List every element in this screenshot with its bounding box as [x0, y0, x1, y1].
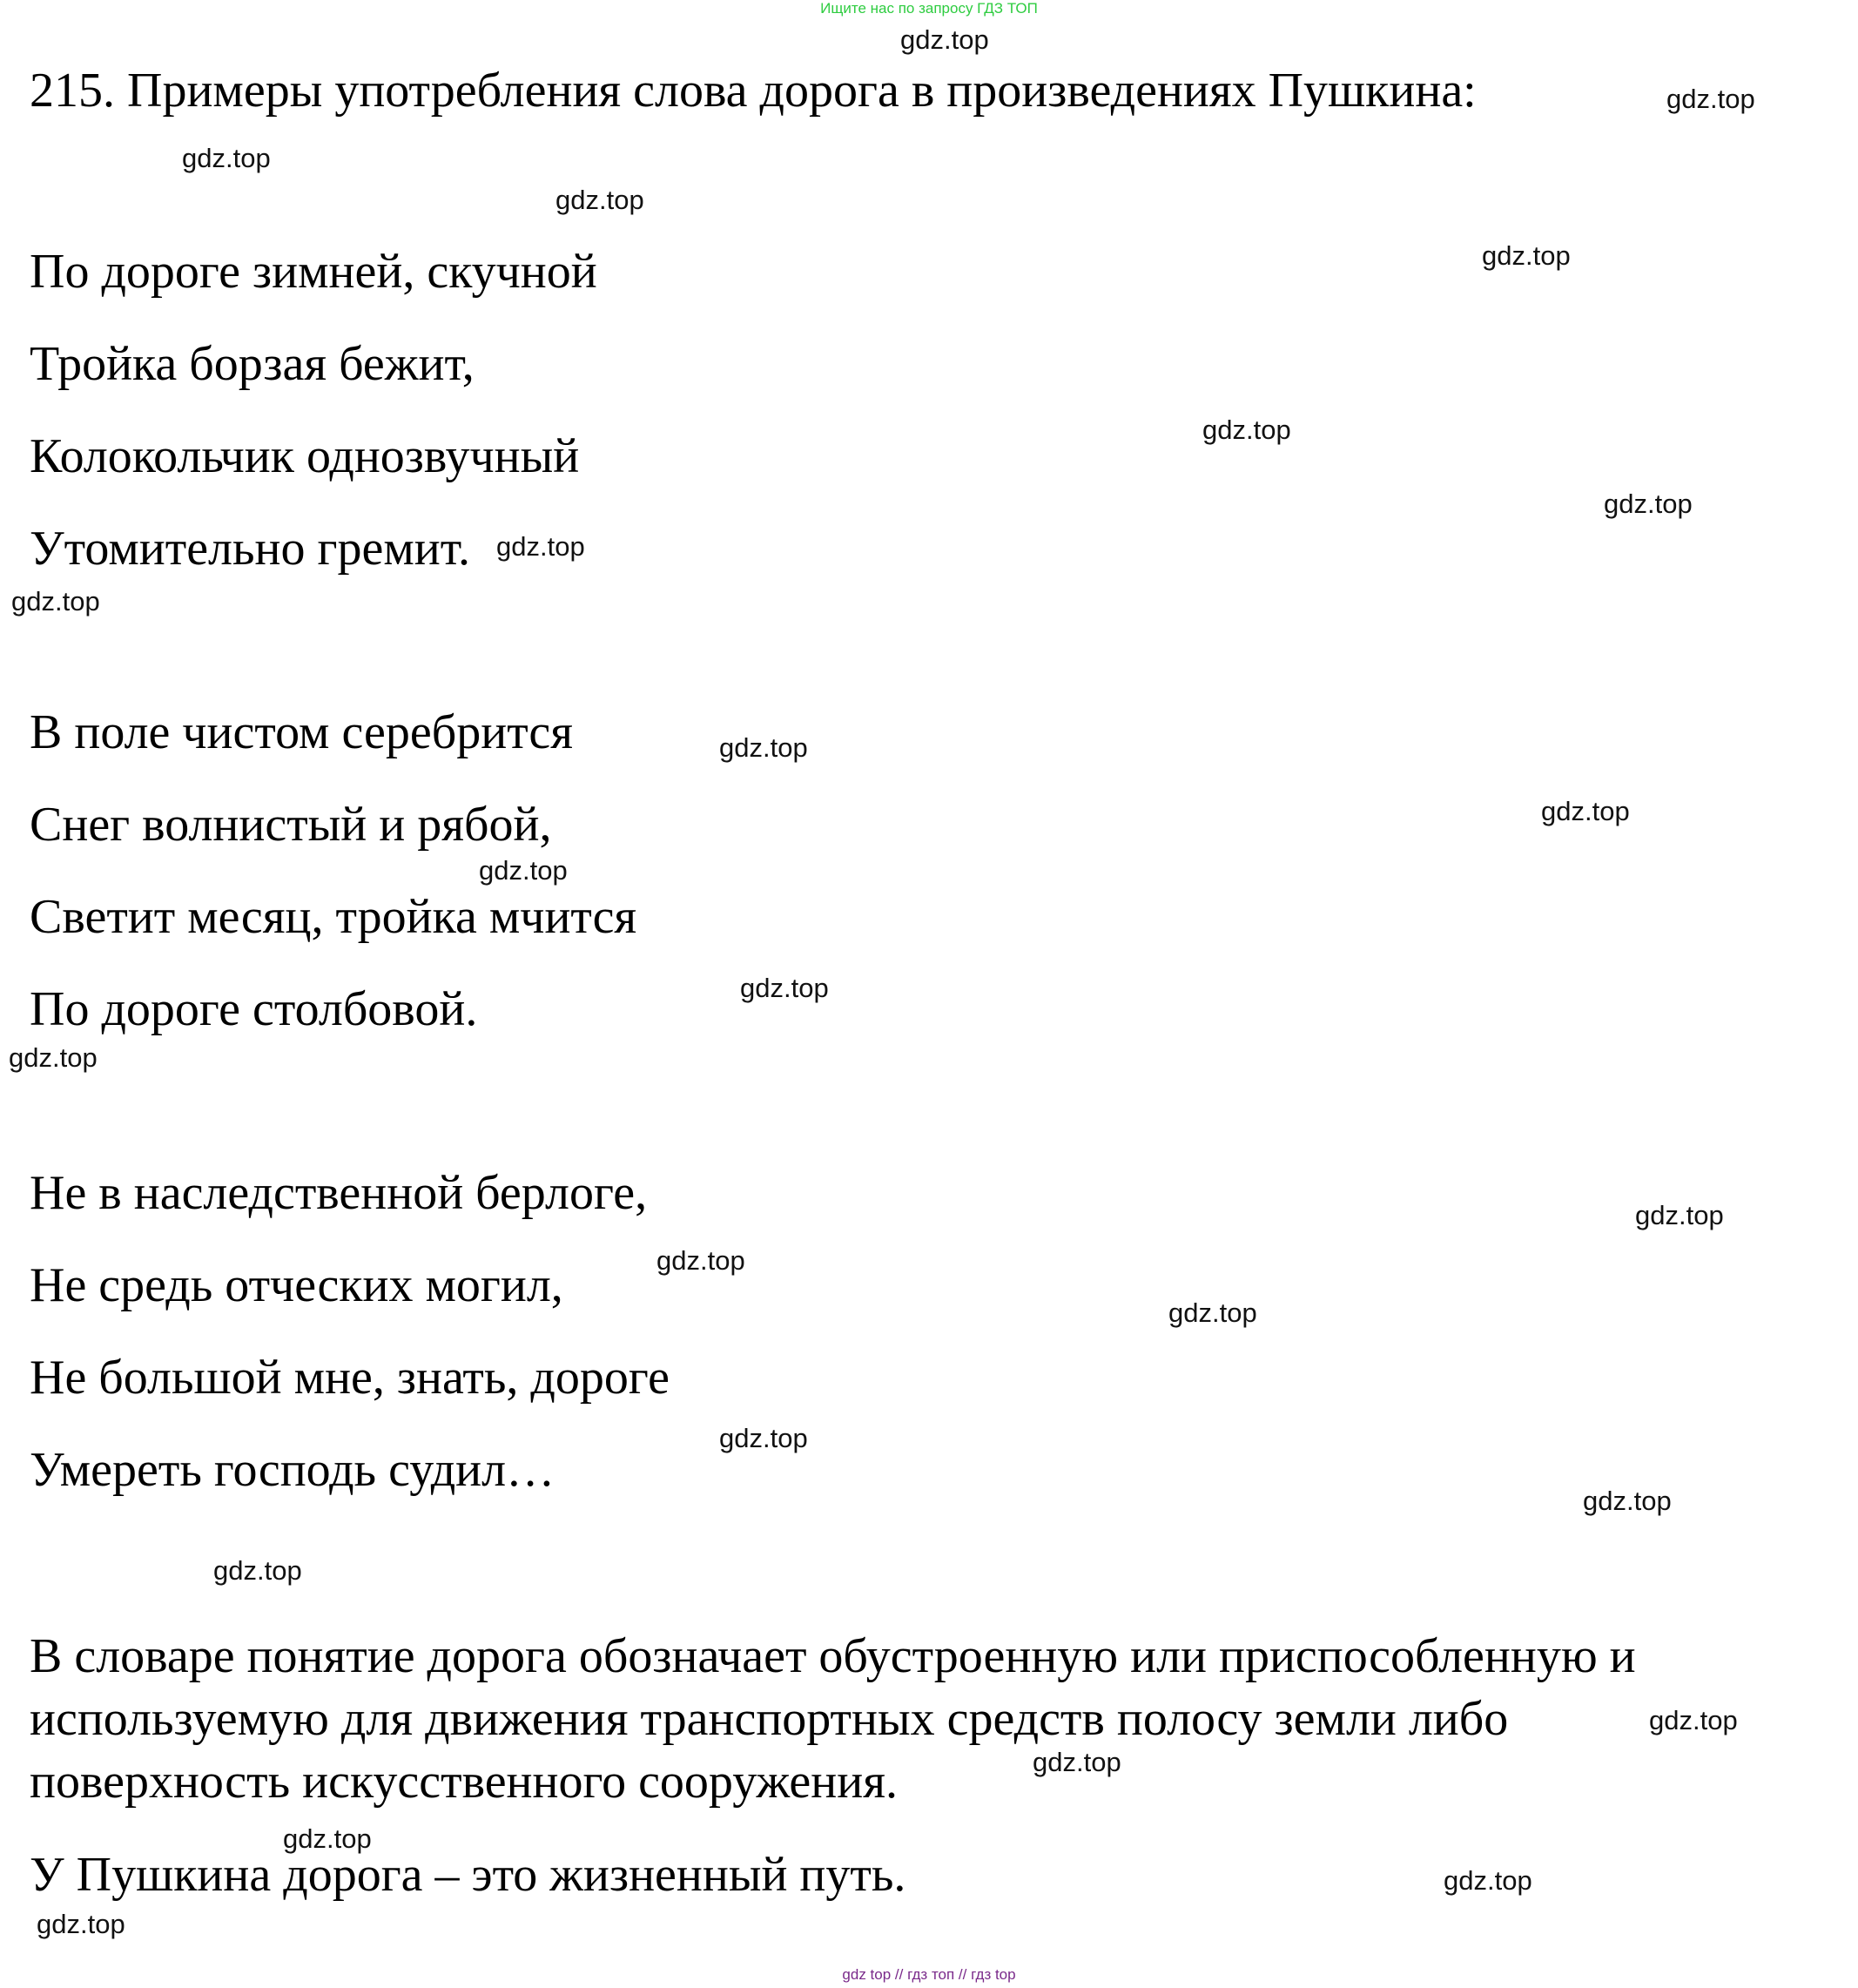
poem-line: Утомительно гремит.: [30, 522, 470, 576]
watermark: gdz.top: [1444, 1865, 1532, 1896]
watermark: gdz.top: [555, 185, 644, 215]
top-banner[interactable]: Ищите нас по запросу ГДЗ ТОП: [820, 0, 1038, 17]
watermark: gdz.top: [9, 1042, 98, 1073]
conclusion: У Пушкина дорога – это жизненный путь.: [30, 1848, 906, 1902]
poem-line: По дороге столбовой.: [30, 982, 478, 1036]
watermark: gdz.top: [1666, 84, 1755, 114]
footer-links[interactable]: gdz top // гдз топ // гдз top: [842, 1966, 1016, 1983]
poem-line: Не в наследственной берлоге,: [30, 1166, 648, 1220]
watermark: gdz.top: [900, 24, 989, 55]
watermark: gdz.top: [11, 586, 100, 617]
poem-line: В поле чистом серебрится: [30, 705, 573, 759]
watermark: gdz.top: [283, 1823, 372, 1854]
watermark: gdz.top: [1202, 414, 1291, 445]
task-heading: 215. Примеры употребления слова дорога в произведениях Пушкина:: [30, 64, 1477, 118]
watermark: gdz.top: [37, 1909, 125, 1939]
watermark: gdz.top: [1649, 1705, 1738, 1735]
watermark: gdz.top: [1033, 1747, 1121, 1777]
watermark: gdz.top: [1541, 796, 1630, 826]
poem-line: Светит месяц, тройка мчится: [30, 890, 637, 944]
watermark: gdz.top: [1482, 240, 1571, 271]
poem-line: Умереть господь судил…: [30, 1443, 555, 1497]
poem-line: Не средь отческих могил,: [30, 1258, 563, 1312]
watermark: gdz.top: [1635, 1200, 1724, 1230]
poem-line: Не большой мне, знать, дороге: [30, 1351, 670, 1405]
watermark: gdz.top: [479, 855, 568, 886]
watermark: gdz.top: [496, 531, 585, 562]
watermark: gdz.top: [719, 1423, 808, 1453]
poem-line: По дороге зимней, скучной: [30, 245, 597, 299]
watermark: gdz.top: [1168, 1297, 1257, 1328]
poem-line: Колокольчик однозвучный: [30, 429, 580, 483]
watermark: gdz.top: [1583, 1486, 1672, 1516]
watermark: gdz.top: [213, 1555, 302, 1586]
watermark: gdz.top: [182, 143, 271, 173]
dictionary-definition: В словаре понятие дорога обозначает обустроенную или приспособленную и используемую для движения транспортных средств полосу земли либо поверхность искусственного сооружения.: [30, 1629, 1636, 1809]
watermark: gdz.top: [656, 1245, 745, 1276]
watermark: gdz.top: [1604, 489, 1693, 519]
watermark: gdz.top: [740, 973, 829, 1003]
watermark: gdz.top: [719, 732, 808, 763]
poem-line: Снег волнистый и рябой,: [30, 798, 552, 852]
poem-line: Тройка борзая бежит,: [30, 337, 475, 391]
